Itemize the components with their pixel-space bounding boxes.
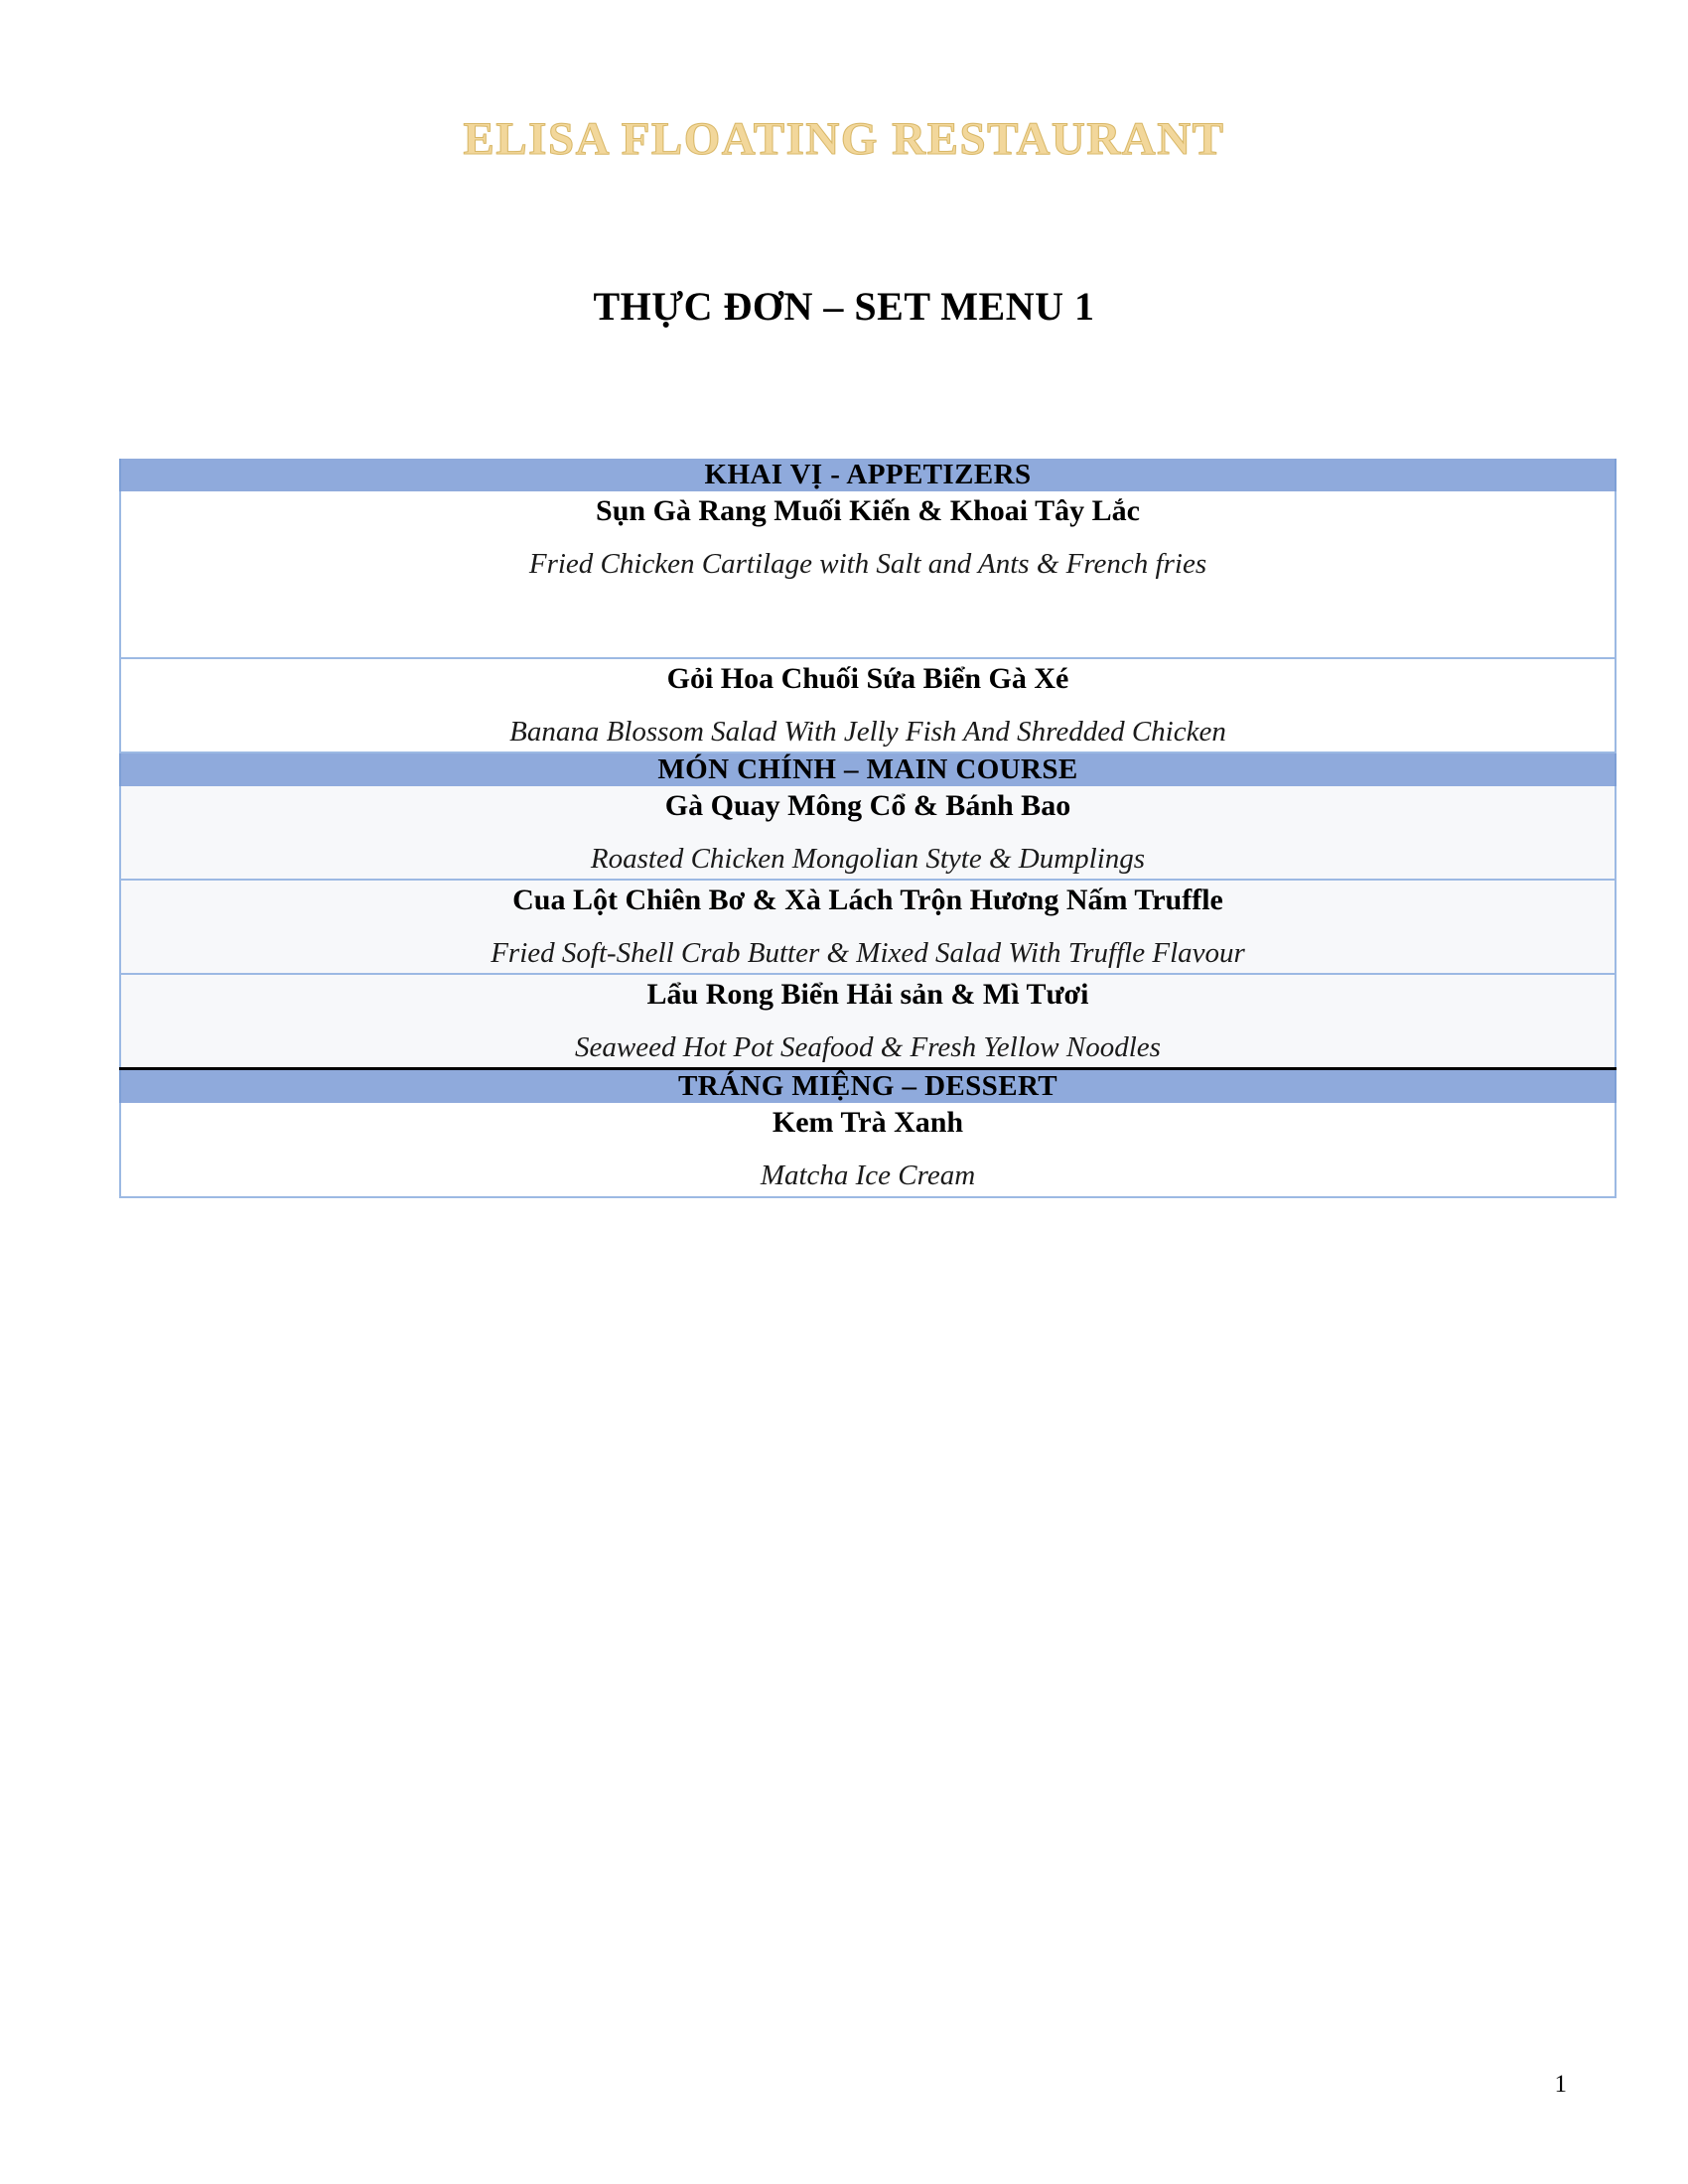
section-header-row <box>120 752 1616 786</box>
table-row <box>120 786 1616 880</box>
dish-name-vn: Lẩu Rong Biển Hải sản & Mì Tươi <box>646 978 1089 1012</box>
section-heading-main-course: MÓN CHÍNH – MAIN COURSE <box>120 752 1616 786</box>
page-number: 1 <box>1554 2071 1567 2098</box>
menu-table <box>119 459 1617 1198</box>
dish-name-en: Banana Blossom Salad With Jelly Fish And Shredded Chicken <box>509 715 1226 748</box>
dish-name-vn: Sụn Gà Rang Muối Kiến & Khoai Tây Lắc <box>596 494 1140 527</box>
dish-name-en: Roasted Chicken Mongolian Styte & Dumplings <box>590 842 1146 875</box>
table-row <box>120 658 1616 752</box>
dish-name-vn: Kem Trà Xanh <box>772 1106 964 1140</box>
dish-name-en: Seaweed Hot Pot Seafood & Fresh Yellow Noodles <box>575 1030 1161 1063</box>
dish-name-en: Matcha Ice Cream <box>760 1159 976 1191</box>
dish-name-en: Fried Chicken Cartilage with Salt and Ants & French fries <box>528 547 1207 580</box>
section-header-row <box>120 459 1616 491</box>
dish-cell <box>120 974 1616 1069</box>
table-row <box>120 1103 1616 1196</box>
dish-cell <box>120 658 1616 752</box>
section-heading-appetizers: KHAI VỊ - APPETIZERS <box>120 459 1616 491</box>
dish-cell <box>120 880 1616 974</box>
dish-cell <box>120 1103 1616 1196</box>
dish-name-vn: Gỏi Hoa Chuối Sứa Biển Gà Xé <box>666 662 1069 696</box>
table-row <box>120 974 1616 1069</box>
section-header-row <box>120 1069 1616 1104</box>
table-row <box>120 880 1616 974</box>
restaurant-name: ELISA FLOATING RESTAURANT <box>463 113 1225 165</box>
page-title: THỰC ĐƠN – SET MENU 1 <box>593 284 1095 329</box>
dish-name-vn: Cua Lột Chiên Bơ & Xà Lách Trộn Hương Nấm Truffle <box>512 884 1223 917</box>
dish-name-en: Fried Soft-Shell Crab Butter & Mixed Salad With Truffle Flavour <box>491 936 1245 969</box>
table-row <box>120 491 1616 658</box>
section-heading-dessert: TRÁNG MIỆNG – DESSERT <box>120 1069 1616 1104</box>
dish-cell <box>120 786 1616 880</box>
dish-cell <box>120 491 1616 658</box>
dish-name-vn: Gà Quay Mông Cổ & Bánh Bao <box>664 789 1071 823</box>
